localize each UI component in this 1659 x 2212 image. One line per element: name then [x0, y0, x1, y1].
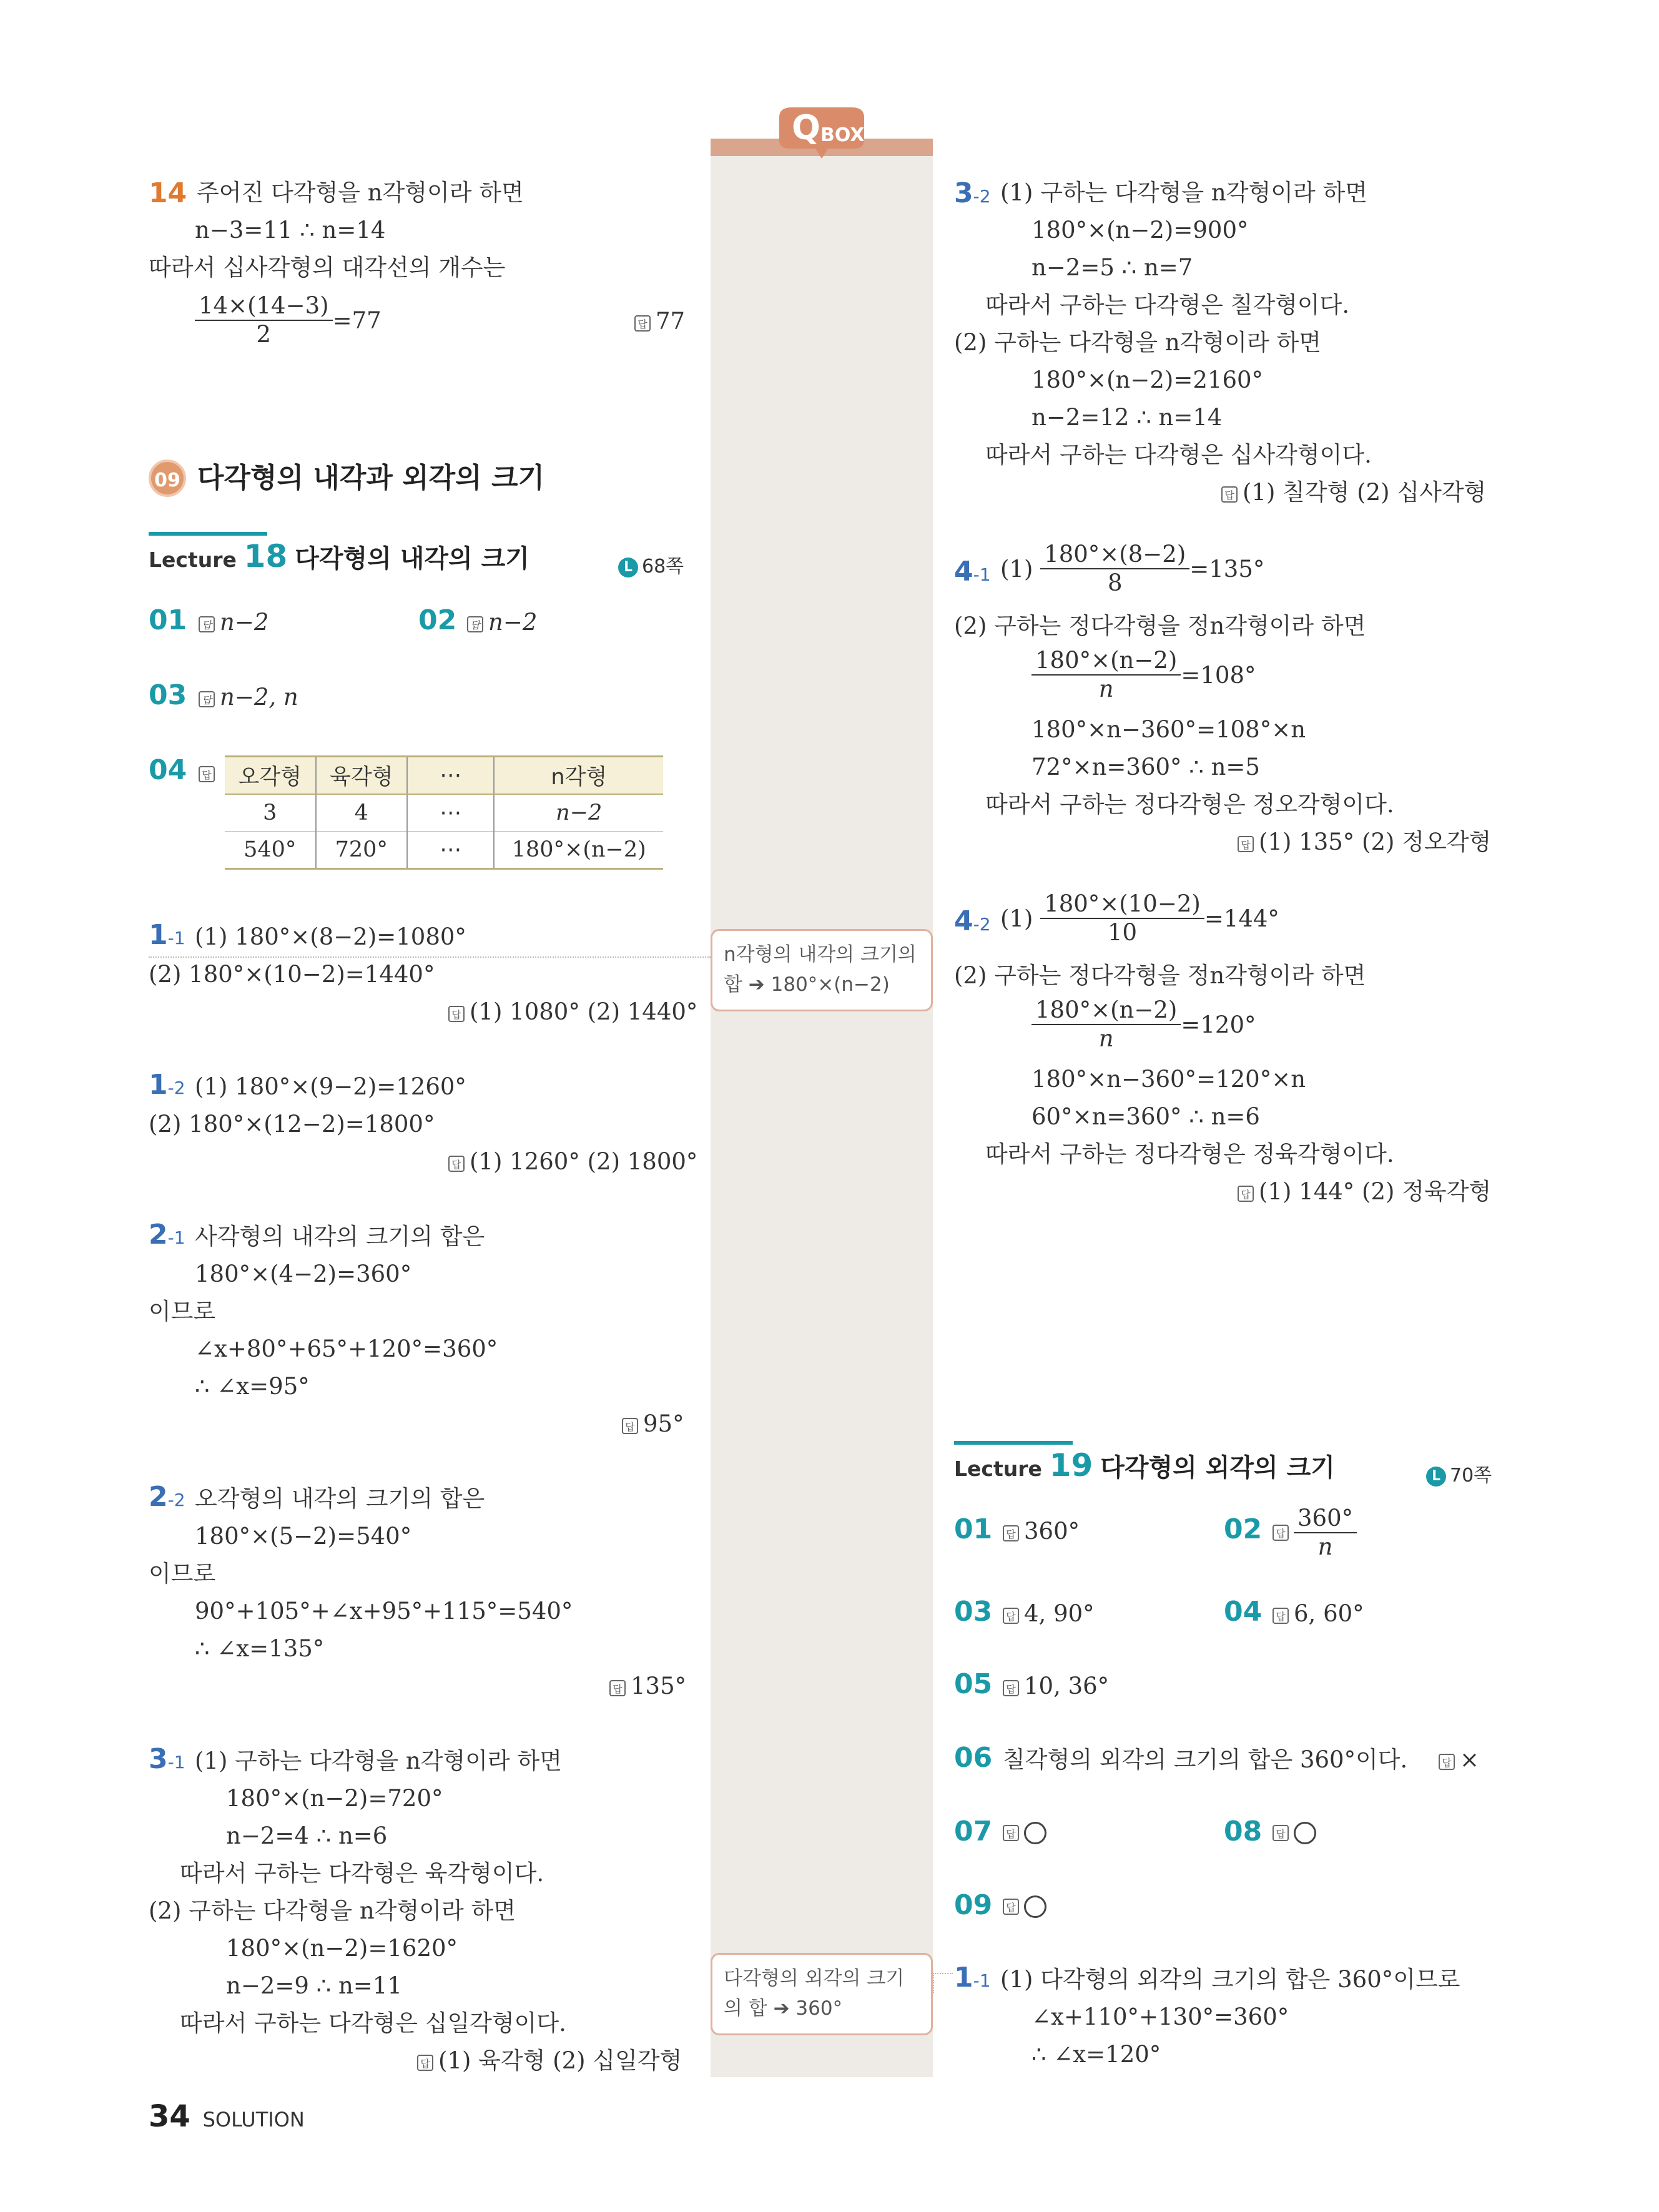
circle-mark-icon — [1024, 1822, 1046, 1844]
right-q01-number: 01 — [954, 1513, 993, 1545]
problem-14-line2: n−3=11 ∴ n=14 — [195, 217, 386, 243]
left-p2-1-answer: 답 95° — [622, 1412, 684, 1435]
left-q01-number: 01 — [149, 604, 187, 636]
left-p3-1-line1: (1) 구하는 다각형을 n각형이라 하면 — [195, 1747, 562, 1774]
left-p2-1-number: 2-1 — [149, 1219, 185, 1251]
right-q04-answer: 답 6, 60° — [1273, 1602, 1364, 1625]
note-connector-1 — [149, 956, 711, 958]
circle-mark-icon — [1294, 1822, 1316, 1844]
right-p4-1-number: 4-1 — [954, 556, 991, 587]
right-q03-number: 03 — [954, 1596, 993, 1628]
section-heading — [149, 460, 544, 497]
right-p3-2-line1: (1) 구하는 다각형을 n각형이라 하면 — [1000, 179, 1367, 206]
left-p2-2-answer: 답 135° — [609, 1674, 686, 1698]
right-p4-2-line4: 60°×n=360° ∴ n=6 — [1031, 1103, 1260, 1130]
right-q06-answer: 답 × — [1439, 1748, 1479, 1771]
right-q07-answer: 답 — [1003, 1819, 1046, 1844]
left-p1-2-line2: (2) 180°×(12−2)=1800° — [149, 1111, 435, 1138]
right-p1-1-line3: ∴ ∠x=120° — [1031, 2041, 1161, 2068]
right-p4-1-line4: 72°×n=360° ∴ n=5 — [1031, 754, 1260, 780]
note-exterior-angle-sum: 다각형의 외각의 크기 의 합 ➔ 360° — [711, 1953, 933, 2035]
left-p3-1-line5: (2) 구하는 다각형을 n각형이라 하면 — [149, 1897, 516, 1924]
lecture-19-underline — [954, 1441, 1073, 1445]
left-p2-2-line3: 이므로 — [149, 1560, 216, 1587]
right-p4-1-fraction2: $\frac{180^\circ\times(n-2)}{n}$ =108° — [1031, 647, 1256, 704]
lecture-icon: L — [618, 558, 638, 578]
right-p4-2-number: 4-2 — [954, 905, 991, 937]
left-q01-answer: 답 n−2 — [199, 611, 268, 634]
left-p2-2-line2: 180°×(5−2)=540° — [195, 1523, 412, 1550]
right-p3-2-line3: n−2=5 ∴ n=7 — [1031, 254, 1193, 281]
right-q08-number: 08 — [1224, 1816, 1263, 1847]
right-q07-number: 07 — [954, 1816, 993, 1847]
qbox-column — [711, 139, 933, 2077]
note-connector-2 — [933, 1973, 953, 1993]
right-q08-answer: 답 — [1273, 1819, 1316, 1844]
right-q06-number: 06 — [954, 1742, 993, 1774]
left-p2-2-number: 2-2 — [149, 1481, 185, 1513]
left-p2-1-line2: 180°×(4−2)=360° — [195, 1261, 412, 1287]
left-p3-1-line3: n−2=4 ∴ n=6 — [226, 1822, 388, 1849]
lecture-18-page-ref: L 68쪽 — [618, 551, 684, 578]
answer-icon: 답 — [634, 315, 651, 332]
right-p3-2-line2: 180°×(n−2)=900° — [1031, 217, 1249, 243]
right-p4-1-line5: 따라서 구하는 정다각형은 정오각형이다. — [985, 791, 1394, 818]
right-p4-1-answer: 답 (1) 135° (2) 정오각형 — [1238, 830, 1491, 853]
left-p3-1-line2: 180°×(n−2)=720° — [226, 1785, 443, 1812]
left-q03-answer: 답 n−2, n — [199, 686, 298, 709]
right-p4-2-line5: 따라서 구하는 정다각형은 정육각형이다. — [985, 1141, 1394, 1167]
right-p4-1-line2: (2) 구하는 정다각형을 정n각형이라 하면 — [954, 612, 1366, 639]
right-q09-answer: 답 — [1003, 1893, 1046, 1918]
right-p1-1-line2: ∠x+110°+130°=360° — [1031, 2003, 1289, 2030]
right-p3-2-answer: 답 (1) 칠각형 (2) 십사각형 — [1221, 481, 1486, 504]
right-p4-2-line2: (2) 구하는 정다각형을 정n각형이라 하면 — [954, 962, 1366, 989]
lecture-19-header: Lecture 19 다각형의 외각의 크기 — [954, 1447, 1335, 1483]
left-q02-answer: 답 n−2 — [467, 611, 537, 634]
left-p1-2-line1: (1) 180°×(9−2)=1260° — [195, 1073, 466, 1100]
right-p3-2-line6: 180°×(n−2)=2160° — [1031, 366, 1264, 393]
lecture-18-underline — [149, 532, 267, 536]
left-p2-1-line3: 이므로 — [149, 1298, 216, 1325]
page-footer — [149, 2099, 305, 2134]
left-p3-1-line7: n−2=9 ∴ n=11 — [226, 1972, 402, 1999]
left-p1-1-number: 1-1 — [149, 919, 185, 951]
problem-14-number: 14 — [149, 177, 187, 209]
circle-mark-icon — [1024, 1895, 1046, 1918]
left-p1-1-line1: (1) 180°×(8−2)=1080° — [195, 923, 466, 950]
right-p3-2-line5: (2) 구하는 다각형을 n각형이라 하면 — [954, 329, 1321, 356]
left-p3-1-number: 3-1 — [149, 1743, 185, 1775]
lecture-icon: L — [1426, 1467, 1446, 1487]
right-q06-text: 칠각형의 외각의 크기의 합은 360°이다. — [1003, 1746, 1408, 1773]
note-interior-angle-sum: n각형의 내각의 크기의 합 ➔ 180°×(n−2) — [711, 929, 933, 1011]
right-p3-2-line7: n−2=12 ∴ n=14 — [1031, 404, 1223, 431]
right-p3-2-line4: 따라서 구하는 다각형은 칠각형이다. — [985, 292, 1350, 318]
left-p3-1-answer: 답 (1) 육각형 (2) 십일각형 — [417, 2049, 682, 2072]
right-p1-1-line1: (1) 다각형의 외각의 크기의 합은 360°이므로 — [1000, 1966, 1460, 1993]
left-p2-2-line1: 오각형의 내각의 크기의 합은 — [195, 1485, 485, 1512]
qbox-badge — [767, 105, 877, 165]
problem-14-line3: 따라서 십사각형의 대각선의 개수는 — [149, 254, 506, 281]
right-p4-2-answer: 답 (1) 144° (2) 정육각형 — [1238, 1180, 1491, 1203]
right-p3-2-number: 3-2 — [954, 177, 991, 209]
right-q02-answer: 답 $\frac{360^\circ}{n}$ — [1273, 1505, 1357, 1561]
left-p1-1-line2: (2) 180°×(10−2)=1440° — [149, 961, 435, 988]
left-p3-1-line4: 따라서 구하는 다각형은 육각형이다. — [180, 1860, 544, 1887]
left-q04-answer-icon: 답 — [199, 760, 220, 784]
right-p1-1-number: 1-1 — [954, 1962, 991, 1993]
right-p4-2-line3: 180°×n−360°=120°×n — [1031, 1066, 1306, 1093]
left-p2-2-line5: ∴ ∠x=135° — [195, 1635, 325, 1662]
left-q03-number: 03 — [149, 679, 187, 711]
lecture-19-page-ref: L 70쪽 — [1426, 1460, 1492, 1487]
right-q05-answer: 답 10, 36° — [1003, 1674, 1109, 1698]
left-p1-2-answer: 답 (1) 1260° (2) 1800° — [448, 1150, 697, 1173]
left-p3-1-line8: 따라서 구하는 다각형은 십일각형이다. — [180, 2010, 566, 2037]
right-p4-2-fraction2: $\frac{180^\circ\times(n-2)}{n}$ =120° — [1031, 996, 1256, 1053]
left-p2-1-line4: ∠x+80°+65°+120°=360° — [195, 1335, 498, 1362]
left-p1-2-number: 1-2 — [149, 1069, 185, 1101]
problem-14-line1: 주어진 다각형을 n각형이라 하면 — [197, 179, 524, 206]
right-q01-answer: 답 360° — [1003, 1520, 1080, 1543]
left-p1-1-answer: 답 (1) 1080° (2) 1440° — [448, 1000, 697, 1023]
footer-label: SOLUTION — [202, 2108, 305, 2131]
polygon-angle-table: 오각형 육각형 ⋯ n각형 3 4 ⋯ n−2 540° 720° ⋯ 180°×(n−2) — [225, 755, 663, 870]
right-q05-number: 05 — [954, 1668, 993, 1700]
page-number: 34 — [149, 2099, 190, 2134]
section-title: 다각형의 내각과 외각의 크기 — [197, 462, 545, 494]
right-q02-number: 02 — [1224, 1513, 1263, 1545]
right-q09-number: 09 — [954, 1889, 993, 1921]
qbox-box-text: BOX — [820, 124, 865, 146]
left-q02-number: 02 — [418, 604, 457, 636]
left-p2-1-line1: 사각형의 내각의 크기의 합은 — [195, 1223, 485, 1250]
section-number: 09 — [149, 460, 186, 497]
left-p2-2-line4: 90°+105°+∠x+95°+115°=540° — [195, 1598, 573, 1625]
problem-14-fraction: $\frac{14\times(14-3)}{2}$ =77 — [195, 292, 382, 349]
right-p4-1-line1: (1) $\frac{180^\circ\times(8-2)}{8}$ =135° — [1000, 541, 1265, 597]
problem-14-answer: 답 77 — [634, 310, 685, 333]
left-q04-number: 04 — [149, 754, 187, 786]
right-q03-answer: 답 4, 90° — [1003, 1602, 1095, 1625]
left-p3-1-line6: 180°×(n−2)=1620° — [226, 1935, 458, 1962]
right-p4-1-line3: 180°×n−360°=108°×n — [1031, 716, 1306, 743]
right-p3-2-line8: 따라서 구하는 다각형은 십사각형이다. — [985, 441, 1372, 468]
lecture-18-header: Lecture 18 다각형의 내각의 크기 — [149, 538, 529, 574]
left-p2-1-line5: ∴ ∠x=95° — [195, 1373, 310, 1400]
qbox-q: Q — [792, 108, 820, 147]
right-q04-number: 04 — [1224, 1596, 1263, 1628]
right-p4-2-line1: (1) $\frac{180^\circ\times(10-2)}{10}$ =144° — [1000, 890, 1279, 946]
